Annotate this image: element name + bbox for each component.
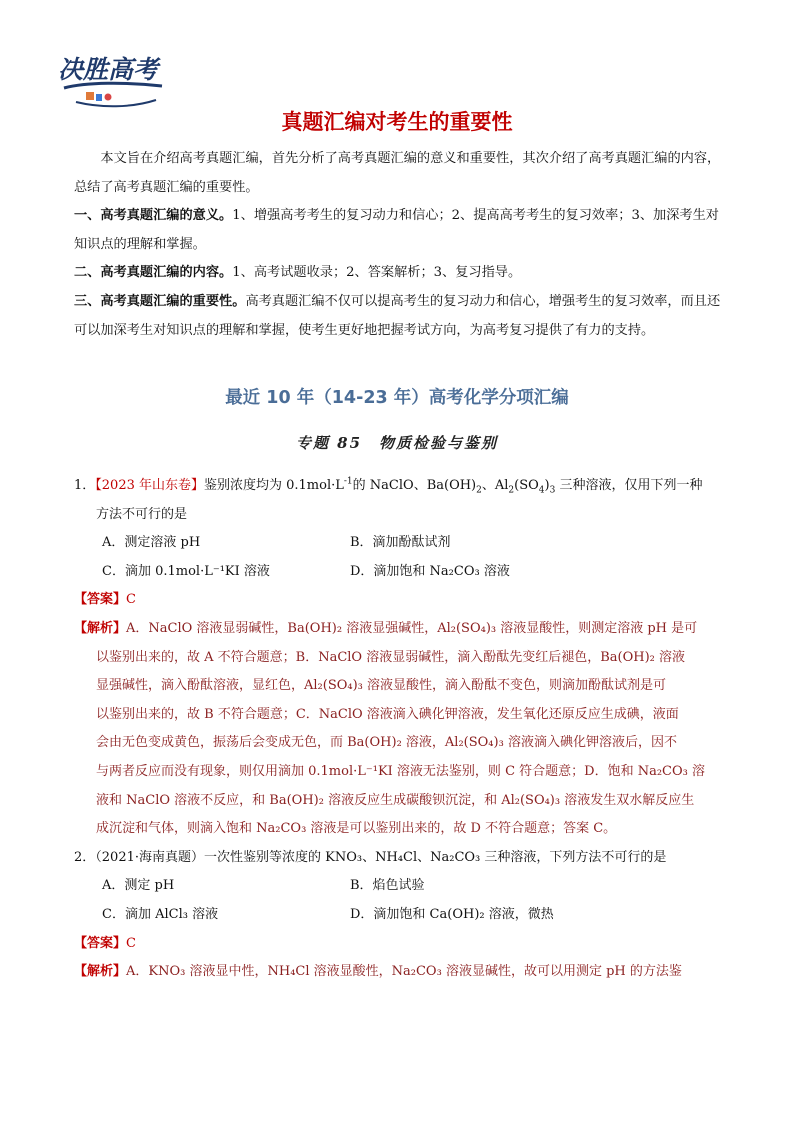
q1-explanation-line-1 xyxy=(74,615,728,644)
q1-explanation-line-3: 显强碱性，滴入酚酞溶液，显红色，Al₂(SO₄)₃ 溶液显酸性，滴入酚酞不变色，则滴加酚酞试剂是可 xyxy=(96,678,667,694)
q2-explanation-label: 【解析】 xyxy=(74,964,127,980)
intro-item-1 xyxy=(74,202,728,259)
q1-explanation-label: 【解析】 xyxy=(74,620,127,636)
q1-answer xyxy=(74,586,728,615)
q1-explanation-text: A．NaClO 溶液显弱碱性，Ba(OH)₂ 溶液显强碱性，Al₂(SO₄)₃ 溶液显酸性，则测定溶液 pH 是可 xyxy=(126,620,698,636)
q1-explanation-line-4: 以鉴别出来的，故 B 不符合题意；C．NaClO 溶液滴入碘化钾溶液，发生氧化还原反应生成碘，液面 xyxy=(96,706,679,722)
intro-item-3-head: 三、高考真题汇编的重要性。 xyxy=(74,293,246,309)
q2-answer-label: 【答案】 xyxy=(74,935,127,951)
intro-item-3-body: 高考真题汇编不仅可以提高考生的复习动力和信心，增强考生的复习效率，而且还可以加深考生对知识点的理解和掌握，使考生更好地把握考试方向，为高考复习提供了有力的支持。 xyxy=(74,293,721,338)
logo-graphic xyxy=(56,42,168,114)
section-subtitle: 最近 10 年（14-23 年）高考化学分项汇编 xyxy=(225,388,569,408)
q1-option-a: A．测定溶液 pH xyxy=(102,535,201,551)
logo-text: 决胜高考 xyxy=(58,55,159,84)
q1-answer-label: 【答案】 xyxy=(74,592,127,608)
intro-item-2 xyxy=(74,259,728,288)
q2-stem-text: 一次性鉴别等浓度的 KNO₃、NH₄Cl、Na₂CO₃ 三种溶液，下列方法不可行的是 xyxy=(204,849,667,865)
q2-stem xyxy=(74,844,728,873)
q1-explanation-line-2: 以鉴别出来的，故 A 不符合题意；B．NaClO 溶液显弱碱性，滴入酚酞先变红后褪色，Ba(OH)₂ 溶液 xyxy=(96,649,686,665)
q2-option-d: D．滴加饱和 Ca(OH)₂ 溶液，微热 xyxy=(350,906,554,922)
q2-explanation-text: A．KNO₃ 溶液显中性，NH₄Cl 溶液显酸性，Na₂CO₃ 溶液显碱性，故可以用测定 pH 的方法鉴 xyxy=(126,964,682,980)
q1-option-d: D．滴加饱和 Na₂CO₃ 溶液 xyxy=(350,563,510,579)
intro-item-1-body: 1、增强高考考生的复习动力和信心；2、提高高考考生的复习效率；3、加深考生对知识点的理解和掌握。 xyxy=(74,208,719,252)
q2-explanation-line-1 xyxy=(74,958,728,987)
q1-explanation-line-6: 与两者反应而没有现象，则仅用滴加 0.1mol·L⁻¹KI 溶液无法鉴别，则 C 符合题意；D．饱和 Na₂CO₃ 溶 xyxy=(96,763,705,779)
question-list xyxy=(74,472,728,987)
q1-stem-part-a: 鉴别浓度均为 0.1mol·L xyxy=(204,478,344,493)
q1-explanation-line-5: 会由无色变成黄色，振荡后会变成无色，而 Ba(OH)₂ 溶液，Al₂(SO₄)₃ 溶液滴入碘化钾溶液后，因不 xyxy=(96,735,677,751)
q1-option-b: B．滴加酚酞试剂 xyxy=(350,535,451,551)
q1-answer-value: C xyxy=(126,592,136,608)
q1-stem: 1．【2023 年山东卷】鉴别浓度均为 $0.1mol\cdot L^{-1}$的 NaClO、$Ba(OH)_2$、$Al_2(SO_4)_3$ 三种溶液，仅用下列一种 xyxy=(74,476,703,496)
q1-stem-part-e: ) xyxy=(544,478,550,493)
intro-item-1-head: 一、高考真题汇编的意义。 xyxy=(74,208,233,224)
q1-options-row-1 xyxy=(74,529,728,558)
q2-option-c: C．滴加 AlCl₃ 溶液 xyxy=(102,906,219,922)
intro-section xyxy=(74,145,728,345)
q1-explanation-line-7: 液和 NaClO 溶液不反应，和 Ba(OH)₂ 溶液反应生成碳酸钡沉淀，和 Al₂(SO₄)₃ 溶液发生双水解反应生 xyxy=(96,792,695,808)
q2-number: 2． xyxy=(74,849,96,865)
q1-stem-line-2: 方法不可行的是 xyxy=(96,506,188,522)
q1-stem-part-c: 、Al xyxy=(481,478,509,493)
intro-paragraph: 本文旨在介绍高考真题汇编，首先分析了高考真题汇编的意义和重要性，其次介绍了高考真题汇编的内容，总结了高考真题汇编的重要性。 xyxy=(74,151,721,195)
q1-number: 1． xyxy=(74,478,96,493)
intro-item-3 xyxy=(74,288,728,345)
q1-source: 【2023 年山东卷】 xyxy=(95,478,204,493)
intro-item-2-body: 1、高考试题收录；2、答案解析；3、复习指导。 xyxy=(232,265,522,281)
intro-item-2-head: 二、高考真题汇编的内容。 xyxy=(74,265,233,281)
q2-source: （2021·海南真题） xyxy=(95,849,204,865)
page-title: 真题汇编对考生的重要性 xyxy=(281,110,513,134)
topic-heading: 专题 85 物质检验与鉴别 xyxy=(295,434,499,452)
q2-answer-value: C xyxy=(126,935,136,951)
q2-answer xyxy=(74,930,728,959)
q1-options-row-2 xyxy=(74,558,728,587)
brand-logo xyxy=(56,42,168,114)
q1-stem-part-f: 三种溶液，仅用下列一种 xyxy=(555,478,703,493)
q2-options-row-2 xyxy=(74,901,728,930)
q2-options-row-1 xyxy=(74,872,728,901)
q1-option-c: C．滴加 0.1mol·L⁻¹KI 溶液 xyxy=(102,563,270,579)
q1-stem-part-b: 的 NaClO、Ba(OH) xyxy=(352,478,477,493)
q1-explanation-line-8: 成沉淀和气体，则滴入饱和 Na₂CO₃ 溶液是可以鉴别出来的，故 D 不符合题意；答案 C。 xyxy=(96,821,617,837)
q1-stem-part-d: (SO xyxy=(514,478,539,493)
q2-option-b: B．焰色试验 xyxy=(350,878,425,894)
q2-option-a: A．测定 pH xyxy=(102,878,175,894)
